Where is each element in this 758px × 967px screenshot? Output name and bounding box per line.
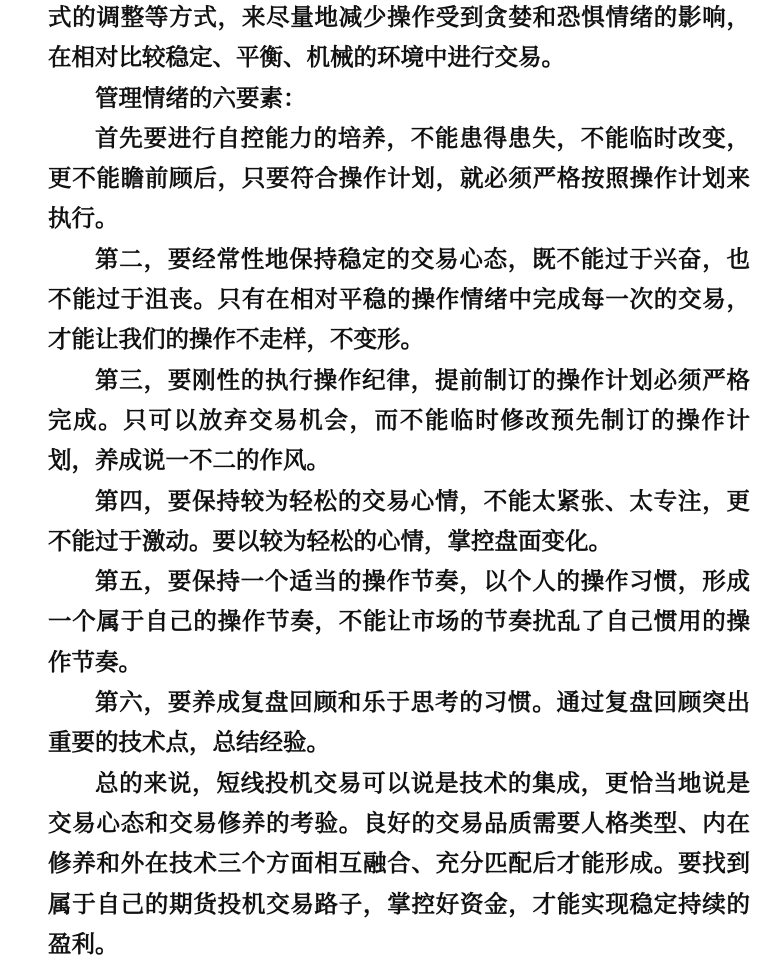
paragraph-second-element: 第二，要经常性地保持稳定的交易心态，既不能过于兴奋，也不能过于沮丧。只有在相对平稳的操作情绪中完成每一次的交易，才能让我们的操作不走样，不变形。 [48, 244, 750, 354]
paragraph-first-element: 首先要进行自控能力的培养，不能患得患失，不能临时改变，更不能瞻前顾后，只要符合操作计划，就必须严格按照操作计划来执行。 [48, 123, 750, 233]
paragraph-fifth-element: 第五，要保持一个适当的操作节奏，以个人的操作习惯，形成一个属于自己的操作节奏，不能让市场的节奏扰乱了自己惯用的操作节奏。 [48, 567, 750, 676]
paragraph-summary: 总的来说，短线投机交易可以说是技术的集成，更恰当地说是交易心态和交易修养的考验。良好的交易品质需要人格类型、内在修养和外在技术三个方面相互融合、充分匹配后才能形成。要找到属于自己的期货投机交易路子，掌控好资金，才能实现稳定持续的盈利。 [48, 768, 750, 958]
paragraph-fourth-element: 第四，要保持较为轻松的交易心情，不能太紧张、太专注，更不能过于激动。要以较为轻松的心情，掌控盘面变化。 [48, 486, 750, 555]
paragraph-sixth-element: 第六，要养成复盘回顾和乐于思考的习惯。通过复盘回顾突出重要的技术点，总结经验。 [48, 688, 750, 757]
paragraph-third-element: 第三，要刚性的执行操作纪律，提前制订的操作计划必须严格完成。只可以放弃交易机会，而不能临时修改预先制订的操作计划，养成说一不二的作风。 [48, 365, 750, 475]
section-heading: 管理情绪的六要素： [95, 83, 307, 112]
paragraph-continuation: 式的调整等方式，来尽量地减少操作受到贪婪和恐惧情绪的影响，在相对比较稳定、平衡、机械的环境中进行交易。 [48, 3, 750, 72]
